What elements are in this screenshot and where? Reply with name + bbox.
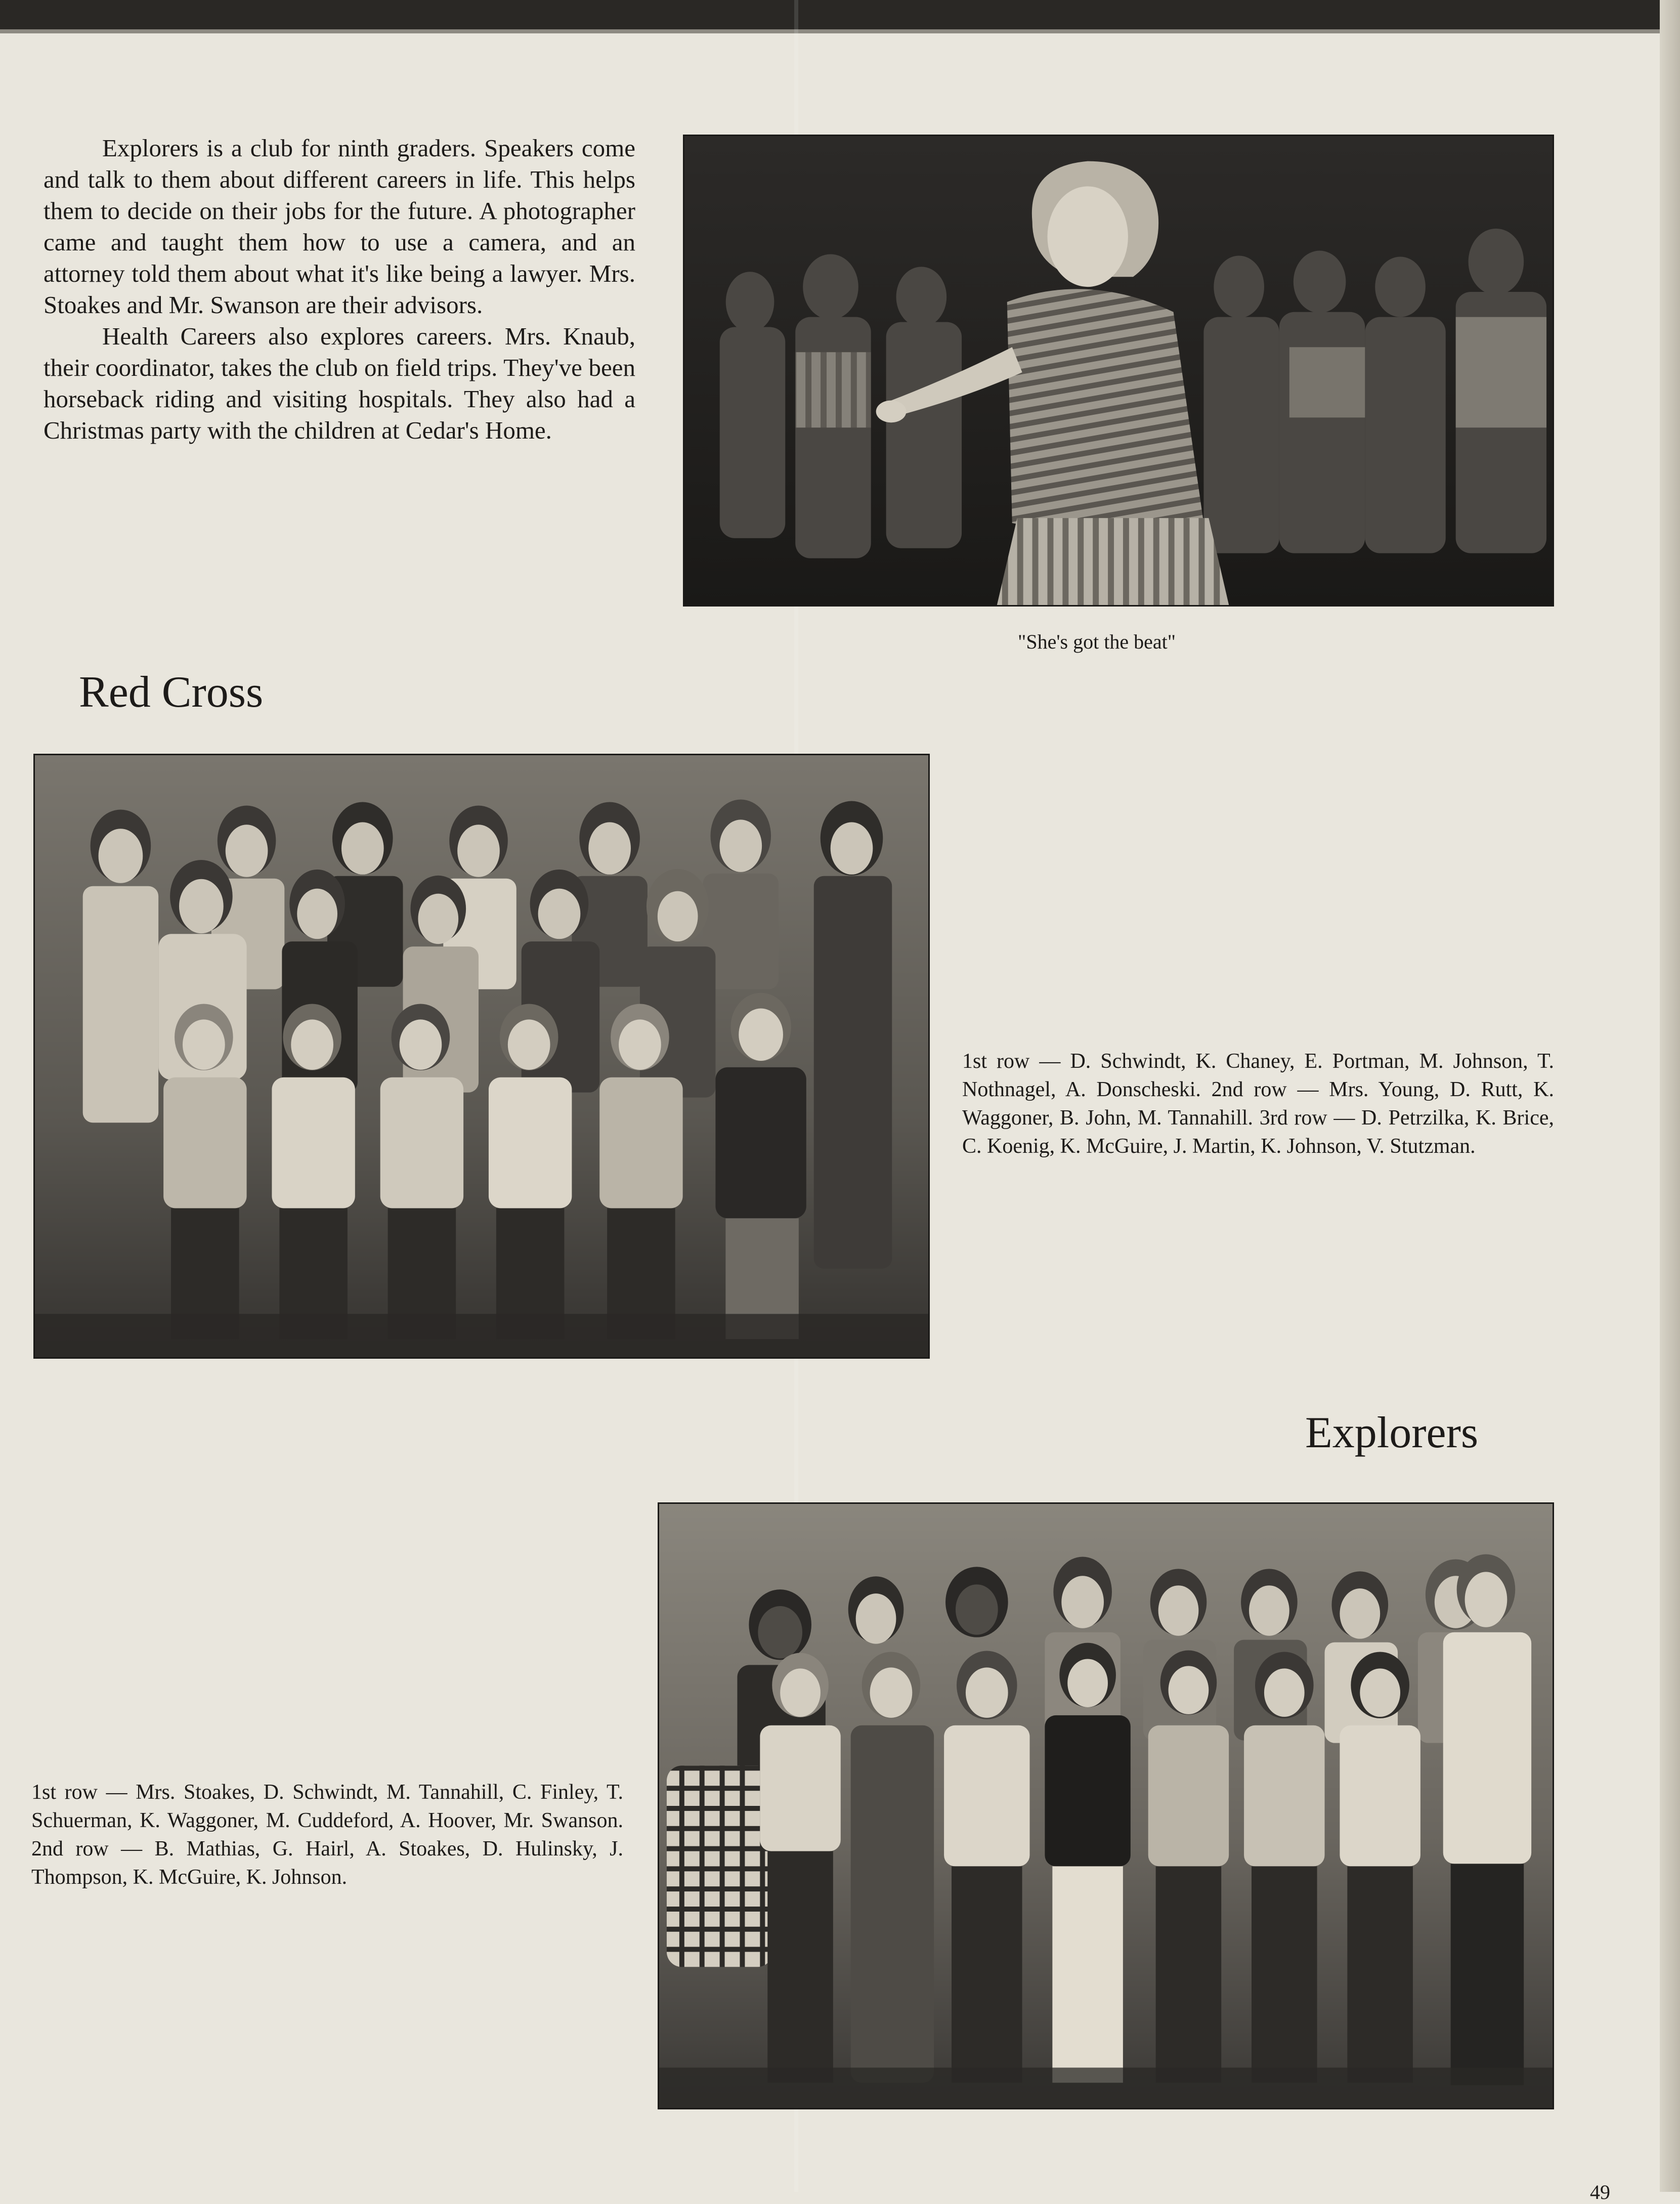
red-cross-roster: 1st row — D. Schwindt, K. Chaney, E. Portman, M. Johnson, T. Nothnagel, A. Donscheski. 2nd row — Mrs. Young, D. Rutt, K. Waggoner, B. John, M. Tannahill. 3rd row — D. Petrzilka, K. Brice, C. Koenig, K. McGuire, J. Martin, K. Johnson, V. Stutzman. xyxy=(962,1050,1554,1158)
article-text xyxy=(44,133,635,446)
scan-top-edge xyxy=(0,0,1680,29)
article-paragraph-2: Health Careers also explores careers. Mrs. Knaub, their coordinator, takes the club on field trips. They've been horseback riding and visiting hospitals. They also had a Christmas party with the children at Cedar's Home. xyxy=(44,322,635,444)
page-number: 49 xyxy=(1590,2181,1610,2203)
scan-right-edge xyxy=(1660,0,1680,2192)
photo-red-cross-group xyxy=(33,754,930,1359)
photo-caption: "She's got the beat" xyxy=(1018,630,1176,653)
section-title-explorers: Explorers xyxy=(1305,1408,1479,1457)
photo-red-cross-image xyxy=(35,755,928,1357)
photo-explorers-group xyxy=(658,1502,1554,2109)
article-paragraph-1: Explorers is a club for ninth graders. Speakers come and talk to them about different careers in life. This helps them to decide on their jobs for the future. A photographer came and taught them how to use a camera, and an attorney told them about what it's like being a lawyer. Mrs. Stoakes and Mr. Swanson are their advisors. xyxy=(44,134,635,319)
photo-dancing-girl-image xyxy=(684,136,1553,605)
photo-dancing-girl xyxy=(683,135,1554,607)
section-title-red-cross: Red Cross xyxy=(79,668,264,717)
photo-explorers-image xyxy=(659,1504,1553,2108)
scan-top-shadow xyxy=(0,29,1680,33)
explorers-roster: 1st row — Mrs. Stoakes, D. Schwindt, M. Tannahill, C. Finley, T. Schuerman, K. Waggoner, M. Cuddeford, A. Hoover, Mr. Swanson. 2nd row — B. Mathias, G. Hairl, A. Stoakes, D. Hulinsky, J. Thompson, K. McGuire, K. Johnson. xyxy=(31,1781,623,1889)
